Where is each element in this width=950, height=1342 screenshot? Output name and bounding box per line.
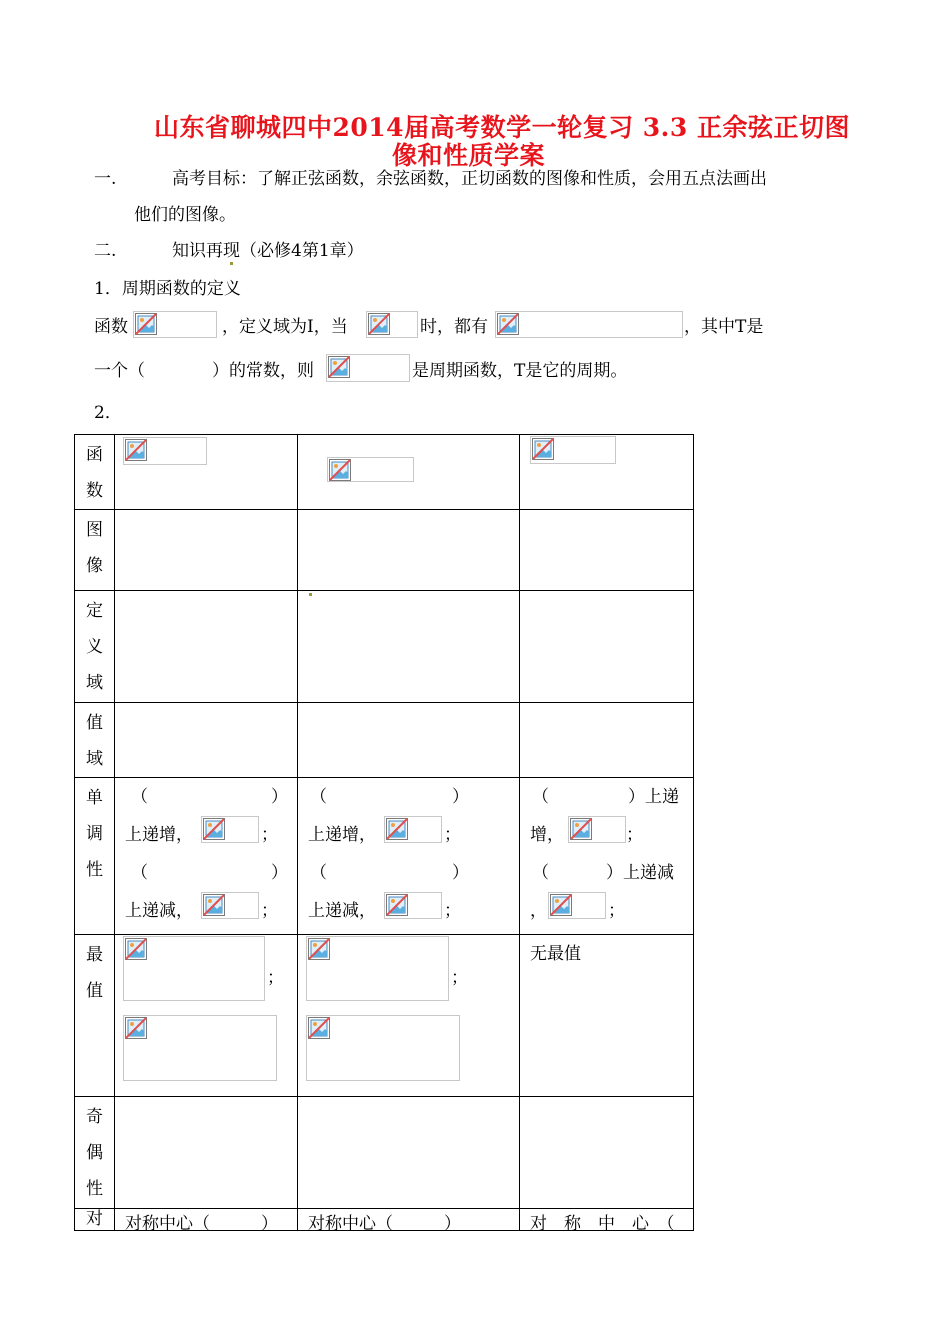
decreasing-label: 上递减， [125,901,193,921]
cell-parity-cos [298,1097,520,1209]
no-extreme-text: 无最值 [530,944,581,964]
formula-image [201,816,259,843]
broken-image-icon [328,356,350,378]
row-header-parity: 奇 偶 性 [75,1097,115,1209]
broken-image-icon [550,894,572,916]
broken-image-icon [125,938,147,960]
paren-open: （ [310,787,327,807]
row-header-function: 函 数 [75,435,115,510]
doc-title-line1: 山东省聊城四中2014届高考数学一轮复习 3.3 正余弦正切图 [154,113,850,142]
formula-image [548,892,606,919]
formula-image [568,816,626,843]
broken-image-icon [203,818,225,840]
item1-text-e: 一个（ [94,361,145,381]
cell-function-cos [298,435,520,510]
cell-range-cos [298,703,520,778]
formula-image [123,1015,277,1081]
cell-function-sin [115,435,298,510]
section1-number: 一. [94,169,117,189]
broken-image-icon [497,313,519,335]
broken-image-icon [125,439,147,461]
row-header-monotonicity: 单 调 性 [75,778,115,935]
semicolon: ； [267,968,284,988]
table-row [75,1097,694,1209]
broken-image-icon [308,938,330,960]
cell-domain-sin [115,591,298,703]
cell-function-tan [520,435,694,510]
stray-dot [309,593,312,596]
row-header-graph: 图 像 [75,510,115,591]
broken-image-icon [386,894,408,916]
semicolon: ； [608,901,625,921]
broken-image-icon [125,1017,147,1039]
formula-image [133,311,217,338]
item1-title: 1．周期函数的定义 [94,279,241,299]
section2-text: 知识再现（必修4第1章） [172,241,364,261]
table-row [75,935,694,1097]
semicolon: ； [444,901,461,921]
cell-mono-cos [298,778,520,935]
increasing-label-part2: 增， [530,825,564,845]
stray-dot [230,262,233,265]
broken-image-icon [368,313,390,335]
row-header-extreme: 最 值 [75,935,115,1097]
semicolon: ； [451,968,468,988]
table-row [75,435,694,510]
cell-parity-sin [115,1097,298,1209]
cell-sym-sin [115,1209,298,1234]
cell-domain-tan [520,591,694,703]
symmetry-center-text: 对称中心（ ） [308,1214,461,1234]
item1-text-c: 时，都有 [420,317,488,337]
table-row [75,510,694,591]
symmetry-center-text: 对称中心（ ） [125,1214,278,1234]
doc-title-line2: 像和性质学案 [392,141,546,170]
paren-close: ） [271,863,288,883]
cell-graph-tan [520,510,694,591]
broken-image-icon [135,313,157,335]
formula-image [327,457,414,482]
properties-table [74,434,694,1234]
decreasing-label: 上递减， [308,901,376,921]
decreasing-label: ）上递减 [606,863,674,883]
increasing-label-part1: ）上递 [628,787,679,807]
paren-close: ） [452,787,469,807]
increasing-label: 上递增， [125,825,193,845]
paren-open: （ [532,863,549,883]
paren-close: ） [271,787,288,807]
cell-mono-tan [520,778,694,935]
paren-open: （ [310,863,327,883]
cell-range-sin [115,703,298,778]
row-header-domain: 定 义 域 [75,591,115,703]
table-row [75,703,694,778]
table-row [75,778,694,935]
cell-sym-tan [520,1209,694,1234]
formula-image [530,436,616,464]
formula-image [123,936,265,1001]
cell-sym-cos [298,1209,520,1234]
cell-extreme-sin [115,935,298,1097]
cell-range-tan [520,703,694,778]
formula-image [384,892,442,919]
formula-image [123,437,207,465]
cell-extreme-cos [298,935,520,1097]
formula-image [306,1015,460,1081]
semicolon: ； [261,901,278,921]
cell-graph-sin [115,510,298,591]
table-row [75,1209,694,1231]
semicolon: ； [261,825,278,845]
paren-open: （ [131,787,148,807]
cell-extreme-tan [520,935,694,1097]
section1-text: 高考目标：了解正弦函数，余弦函数，正切函数的图像和性质，会用五点法画出 [172,169,767,189]
paren-open: （ [131,863,148,883]
row-header-symmetry: 对 [75,1209,115,1231]
item1-text-b: ，定义域为I，当 [222,317,348,337]
row-header-range: 值 域 [75,703,115,778]
broken-image-icon [308,1017,330,1039]
item2-title: 2． [94,403,122,423]
formula-image [495,311,683,338]
formula-image [384,816,442,843]
cell-parity-tan [520,1097,694,1209]
paren-close: ） [452,863,469,883]
cell-domain-cos [298,591,520,703]
symmetry-center-text: 对 称 中 心 （ [530,1214,675,1234]
broken-image-icon [329,459,351,481]
paren-open: （ [532,787,549,807]
section2-number: 二. [94,241,117,261]
cell-mono-sin [115,778,298,935]
formula-image [201,892,259,919]
formula-image [326,354,410,382]
table-row [75,591,694,703]
semicolon: ； [444,825,461,845]
formula-image [366,311,418,338]
item1-text-d: ，其中T是 [684,317,764,337]
item1-text-f: ）的常数，则 [212,361,314,381]
section1-text-cont: 他们的图像。 [134,205,236,225]
item1-text-g: 是周期函数，T是它的周期。 [412,361,628,381]
broken-image-icon [203,894,225,916]
comma: ， [530,901,547,921]
semicolon: ； [626,825,643,845]
broken-image-icon [532,438,554,460]
cell-graph-cos [298,510,520,591]
broken-image-icon [570,818,592,840]
formula-image [306,936,449,1001]
broken-image-icon [386,818,408,840]
item1-text-a: 函数 [94,317,128,337]
increasing-label: 上递增， [308,825,376,845]
